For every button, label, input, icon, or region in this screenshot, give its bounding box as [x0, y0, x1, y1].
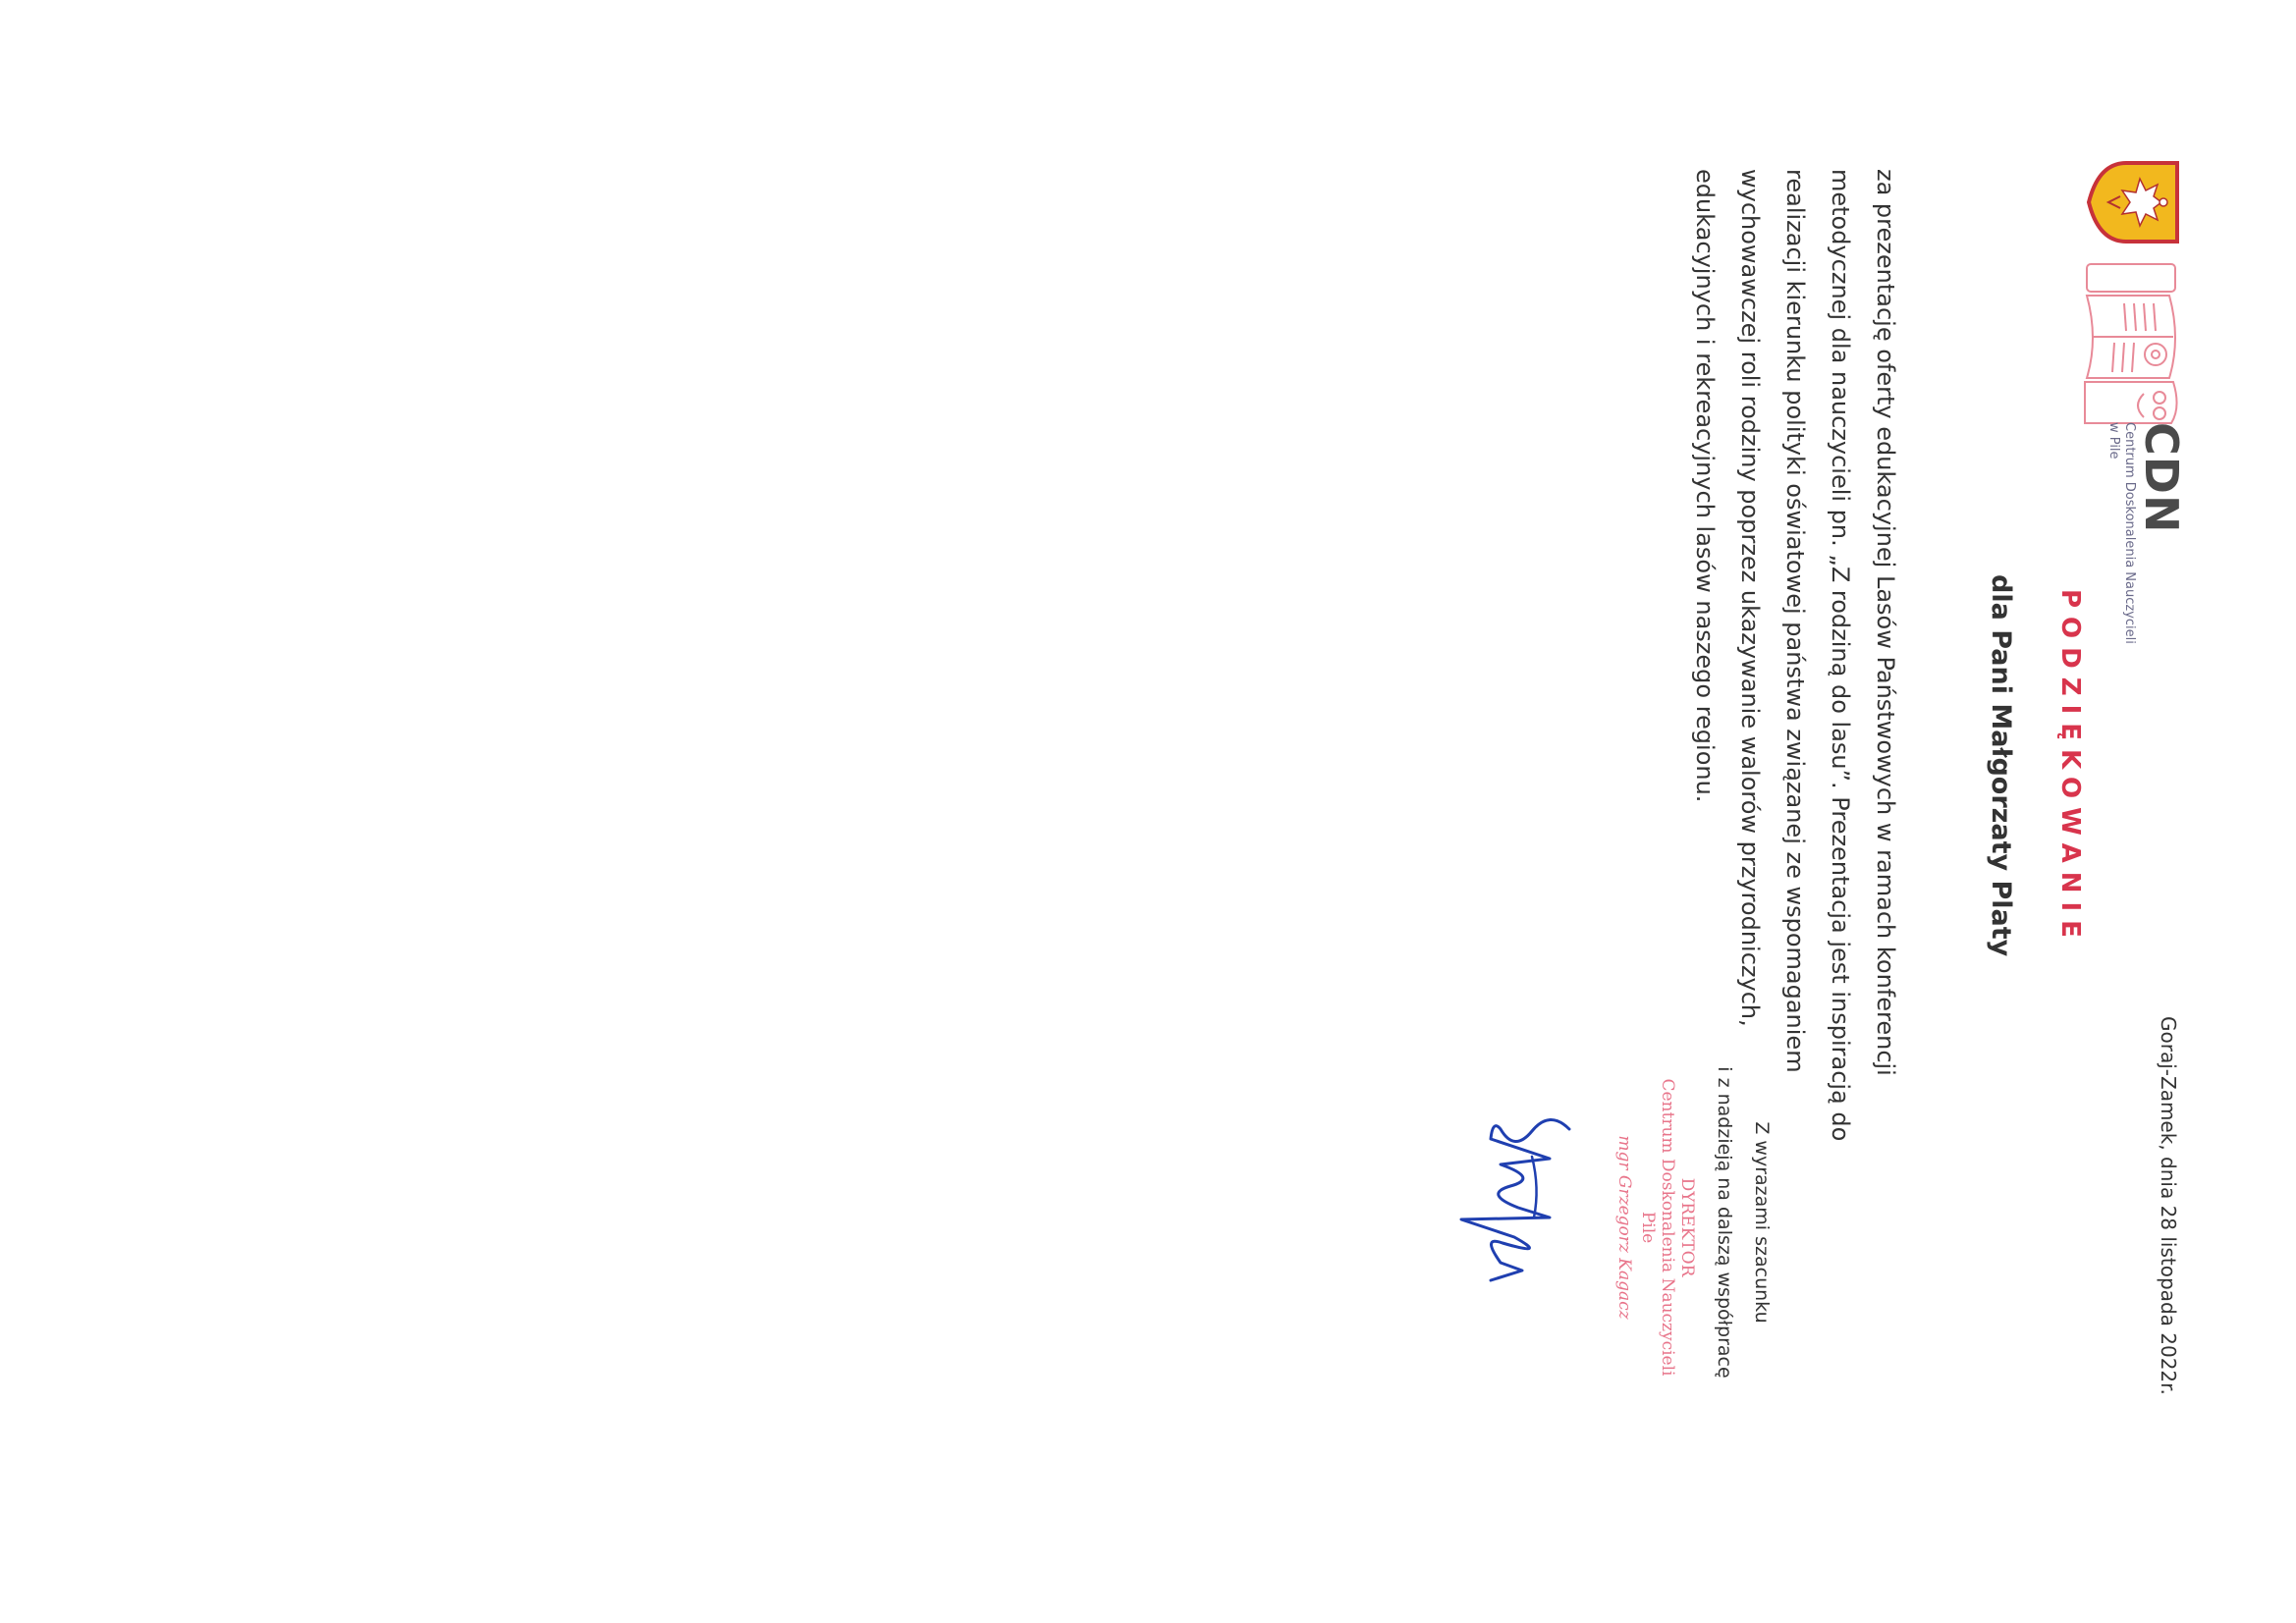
- handwritten-signature: [1451, 1070, 1609, 1365]
- body-line: wychowawczej roli rodziny poprzez ukazywanie walorów przyrodniczych,: [1736, 169, 1764, 1027]
- body-line: edukacyjnych i rekreacyjnych lasów naszego regionu.: [1691, 169, 1719, 803]
- recipient-line: dla Pani Małgorzaty Platy: [1986, 574, 2016, 957]
- owl-open-book-logo-icon: [2075, 260, 2183, 427]
- body-line: realizacji kierunku polityki oświatowej państwa związanej ze wspomaganiem: [1781, 169, 1809, 1073]
- closing-line: i z nadzieją na dalszą współpracę: [1714, 1066, 1735, 1379]
- cdn-name-block: [2105, 422, 2186, 677]
- document-heading: PODZIĘKOWANIE: [2055, 589, 2085, 947]
- coat-of-arms-icon: [2085, 157, 2183, 247]
- cdn-title: CDN: [2135, 422, 2188, 534]
- stamp-name: mgr Grzegorz Kagacz: [1614, 1135, 1634, 1320]
- stamp-role: DYREKTOR: [1677, 1177, 1697, 1277]
- body-line: metodycznej dla nauczycieli pn. „Z rodziną do lasu”. Prezentacja jest inspiracją do: [1827, 169, 1854, 1142]
- body-line: za prezentację oferty edukacyjnej Lasów Państwowych w ramach konferencji: [1872, 169, 1899, 1076]
- date-line: Goraj-Zamek, dnia 28 listopada 2022r.: [2157, 1016, 2180, 1395]
- stamp-city: Pile: [1638, 1211, 1658, 1244]
- director-stamp: [1614, 1021, 1697, 1434]
- stamp-institution: Centrum Doskonalenia Nauczycieli: [1658, 1078, 1677, 1377]
- closing-line: Z wyrazami szacunku: [1751, 1121, 1773, 1324]
- cdn-subtitle: Centrum Doskonalenia Nauczycieli: [2122, 422, 2137, 644]
- closing-block: [1706, 1016, 1780, 1429]
- cdn-subtitle-city: w Pile: [2106, 422, 2121, 460]
